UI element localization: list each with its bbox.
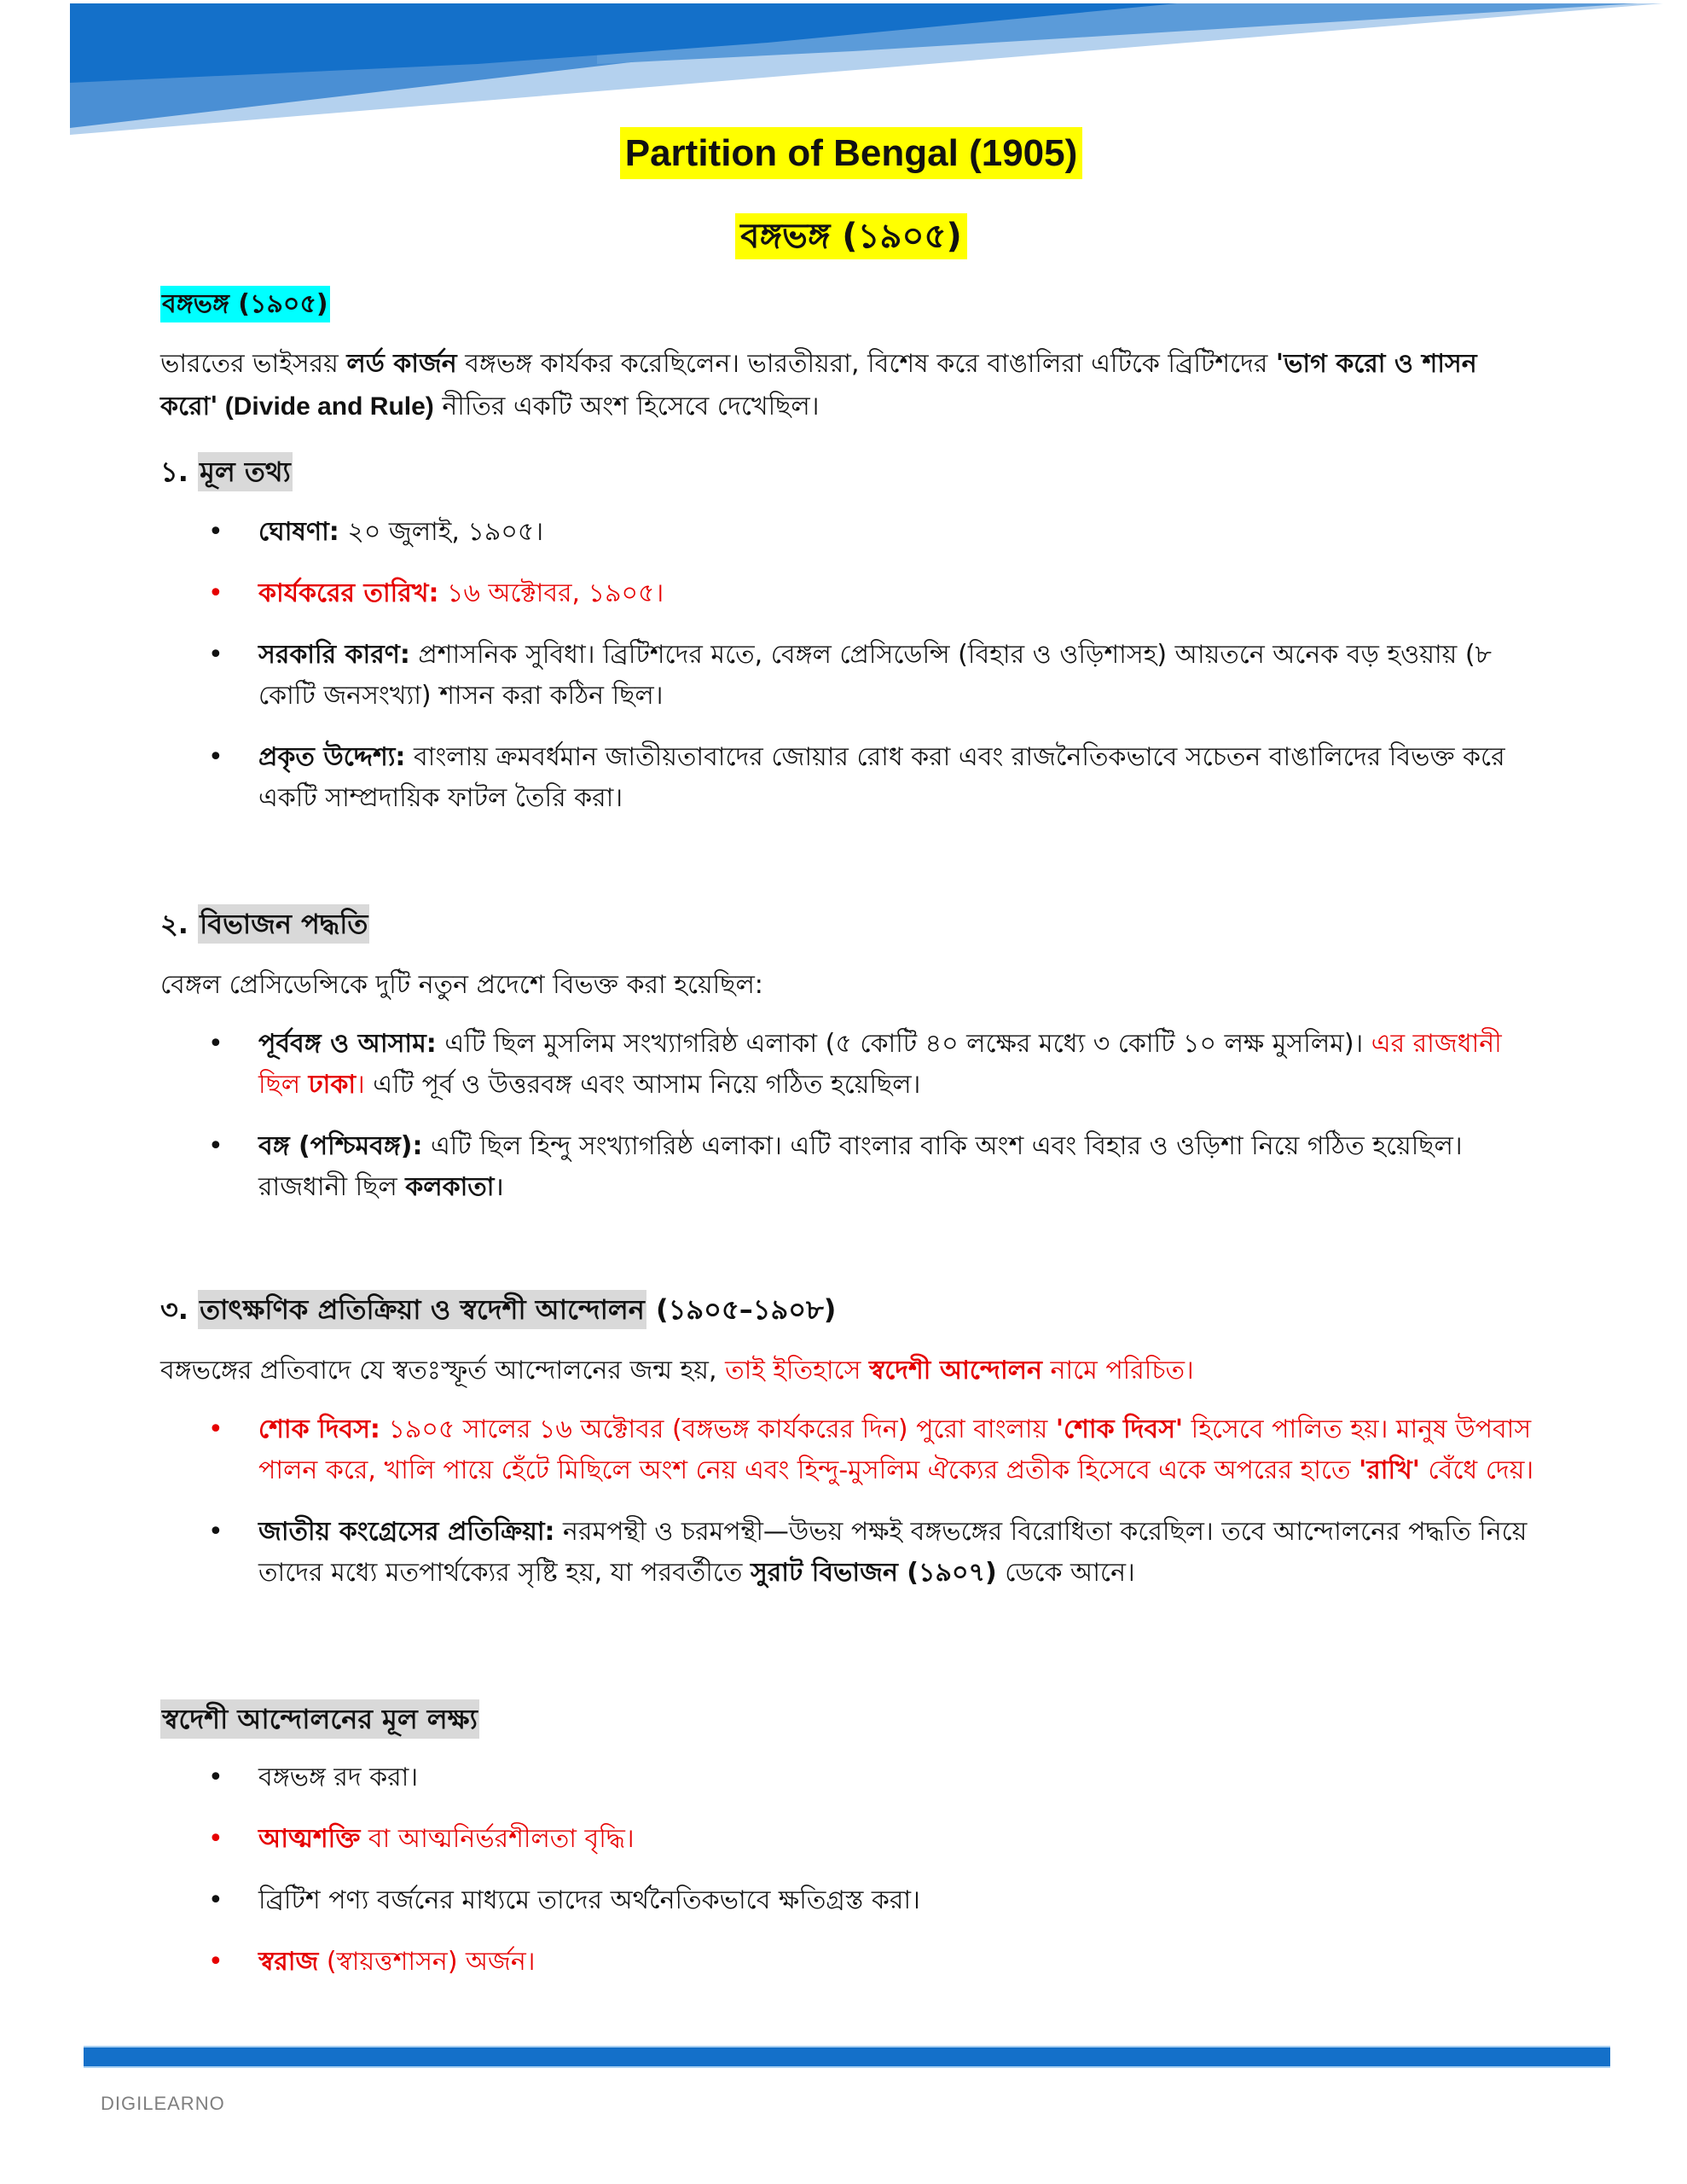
intro-bold-english: (Divide and Rule) bbox=[217, 392, 434, 421]
section-2-list bbox=[160, 1024, 1542, 1228]
bullet-icon: • bbox=[208, 1131, 223, 1161]
goals-title: স্বদেশী আন্দোলনের মূল লক্ষ্য bbox=[160, 1699, 479, 1739]
list-item bbox=[160, 1757, 1542, 1798]
bullet-icon: • bbox=[208, 742, 223, 772]
intro-text: বঙ্গভঙ্গের প্রতিবাদে যে স্বতঃস্ফূর্ত আন্দোলনের জন্ম হয়, bbox=[160, 1356, 726, 1385]
bullet-icon: • bbox=[208, 578, 223, 608]
section-title: তাৎক্ষণিক প্রতিক্রিয়া ও স্বদেশী আন্দোলন bbox=[198, 1290, 646, 1329]
goals-heading bbox=[160, 1698, 1542, 1744]
capital-name: ঢাকা bbox=[308, 1070, 357, 1100]
item-text: । bbox=[494, 1172, 504, 1202]
bullet-icon: • bbox=[208, 640, 223, 670]
item-text: ১৬ অক্টোবর, ১৯০৫। bbox=[438, 578, 664, 608]
list-item bbox=[160, 573, 1542, 614]
item-text: নরমপন্থী ও চরমপন্থী—উভয় পক্ষই বঙ্গভঙ্গের বিরোধিতা করেছিল। তবে আন্দোলনের পদ্ধতি নিয়ে তাদের মধ্যে মতপার্থক্যের সৃষ্টি হয়, যা পরবর্তীতে bbox=[258, 1517, 1528, 1588]
item-label: শোক দিবস: bbox=[258, 1414, 380, 1444]
item-bold: স্বরাজ bbox=[258, 1947, 319, 1977]
section-3-list bbox=[160, 1409, 1542, 1614]
section-title: বিভাজন পদ্ধতি bbox=[198, 904, 369, 944]
subtitle-heading bbox=[160, 283, 1542, 327]
item-bold: সুরাট বিভাজন (১৯০৭) bbox=[750, 1558, 997, 1588]
title-bengali-text: বঙ্গভঙ্গ (১৯০৫) bbox=[735, 213, 967, 259]
section-number: ২. bbox=[160, 908, 199, 940]
section-1-list bbox=[160, 512, 1542, 839]
item-text: ২০ জুলাই, ১৯০৫। bbox=[339, 517, 544, 547]
bullet-icon: • bbox=[208, 1029, 223, 1059]
bullet-icon: • bbox=[208, 1414, 223, 1444]
section-3-heading bbox=[160, 1288, 1542, 1334]
item-label: জাতীয় কংগ্রেসের প্রতিক্রিয়া: bbox=[258, 1517, 555, 1547]
bullet-icon: • bbox=[208, 1763, 223, 1792]
item-text: এটি ছিল হিন্দু সংখ্যাগরিষ্ঠ এলাকা। এটি বাংলার বাকি অংশ এবং বিহার ও ওড়িশা নিয়ে গঠিত হয়েছিল। রাজধানী ছিল bbox=[258, 1131, 1463, 1202]
item-bold: 'শোক দিবস' bbox=[1055, 1414, 1184, 1444]
header-banner bbox=[0, 0, 1687, 145]
bullet-icon: • bbox=[208, 1517, 223, 1547]
list-item bbox=[160, 737, 1542, 819]
bullet-icon: • bbox=[208, 1947, 223, 1977]
section-number: ১. bbox=[160, 456, 199, 488]
bullet-icon: • bbox=[208, 1885, 223, 1915]
list-item bbox=[160, 1409, 1542, 1491]
intro-text: বঙ্গভঙ্গ কার্যকর করেছিলেন। ভারতীয়রা, বিশেষ করে বাঙালিরা এটিকে ব্রিটিশদের bbox=[456, 349, 1276, 379]
title-bengali bbox=[160, 209, 1542, 266]
footer-brand: DIGILEARNO bbox=[101, 2093, 225, 2114]
item-text: ১৯০৫ সালের ১৬ অক্টোবর (বঙ্গভঙ্গ কার্যকরের দিন) পুরো বাংলায় bbox=[380, 1414, 1056, 1444]
intro-red-text: তাই ইতিহাসে bbox=[725, 1356, 869, 1385]
item-text: এটি পূর্ব ও উত্তরবঙ্গ এবং আসাম নিয়ে গঠিত হয়েছিল। bbox=[364, 1070, 921, 1100]
intro-bold-policy: 'ভাগ করো ও শাসন করো' bbox=[160, 349, 1477, 421]
bullet-icon: • bbox=[208, 1824, 223, 1854]
capital-name: কলকাতা bbox=[405, 1172, 495, 1202]
footer-bar bbox=[84, 2046, 1610, 2068]
intro-text: ভারতের ভাইসরয় bbox=[160, 349, 347, 379]
section-2-intro: বেঙ্গল প্রেসিডেন্সিকে দুটি নতুন প্রদেশে বিভক্ত করা হয়েছিল: bbox=[160, 970, 763, 1000]
list-item bbox=[160, 512, 1542, 553]
bullet-icon: • bbox=[208, 517, 223, 547]
intro-red-bold: স্বদেশী আন্দোলন bbox=[868, 1356, 1042, 1385]
item-bold: আত্মশক্তি bbox=[258, 1824, 361, 1854]
list-item bbox=[160, 635, 1542, 717]
capital-text: । bbox=[356, 1070, 365, 1100]
intro-bold-curzon: লর্ড কার্জন bbox=[346, 349, 457, 379]
list-item bbox=[160, 1819, 1542, 1860]
subtitle-text: বঙ্গভঙ্গ (১৯০৫) bbox=[160, 286, 330, 322]
item-text: বেঁধে দেয়। bbox=[1419, 1455, 1534, 1485]
list-item bbox=[160, 1512, 1542, 1594]
item-label: সরকারি কারণ: bbox=[258, 640, 410, 670]
section-number: ৩. bbox=[160, 1293, 199, 1326]
section-3-intro bbox=[160, 1350, 1542, 1392]
title-english-text: Partition of Bengal (1905) bbox=[620, 127, 1083, 179]
item-text: বাংলায় ক্রমবর্ধমান জাতীয়তাবাদের জোয়ার রোধ করা এবং রাজনৈতিকভাবে সচেতন বাঙালিদের বিভক্ত করে একটি সাম্প্রদায়িক ফাটল তৈরি করা। bbox=[258, 742, 1505, 813]
list-item bbox=[160, 1024, 1542, 1106]
goals-list bbox=[160, 1757, 1542, 2003]
item-label: ঘোষণা: bbox=[258, 517, 339, 547]
item-text: বঙ্গভঙ্গ রদ করা। bbox=[258, 1763, 419, 1792]
title-english bbox=[160, 132, 1542, 175]
capital-text: এর রাজধানী ছিল bbox=[258, 1029, 1502, 1100]
section-1-heading bbox=[160, 450, 1542, 497]
intro-paragraph bbox=[160, 343, 1542, 428]
section-title: মূল তথ্য bbox=[198, 452, 293, 491]
list-item bbox=[160, 1880, 1542, 1921]
intro-text: নীতির একটি অংশ হিসেবে দেখেছিল। bbox=[433, 392, 820, 421]
section-title-years: (১৯০৫–১৯০৮) bbox=[646, 1293, 837, 1326]
list-item bbox=[160, 1126, 1542, 1208]
item-text: প্রশাসনিক সুবিধা। ব্রিটিশদের মতে, বেঙ্গল প্রেসিডেন্সি (বিহার ও ওড়িশাসহ) আয়তনে অনেক বড় হওয়ায় (৮ কোটি জনসংখ্যা) শাসন করা কঠিন ছিল। bbox=[258, 640, 1493, 711]
item-bold: 'রাখি' bbox=[1359, 1455, 1420, 1485]
item-text: বা আত্মনির্ভরশীলতা বৃদ্ধি। bbox=[360, 1824, 635, 1854]
item-label: প্রকৃত উদ্দেশ্য: bbox=[258, 742, 406, 772]
item-text: (স্বায়ত্তশাসন) অর্জন। bbox=[318, 1947, 536, 1977]
item-text: হিসেবে পালিত হয়। মানুষ উপবাস পালন করে, খালি পায়ে হেঁটে মিছিলে অংশ নেয় এবং হিন্দু-মুসলিম ঐক্যের প্রতীক হিসেবে একে অপরের হাতে bbox=[258, 1414, 1532, 1485]
item-text: ডেকে আনে। bbox=[996, 1558, 1135, 1588]
item-text: ব্রিটিশ পণ্য বর্জনের মাধ্যমে তাদের অর্থনৈতিকভাবে ক্ষতিগ্রস্ত করা। bbox=[258, 1885, 920, 1915]
intro-red-text: নামে পরিচিত। bbox=[1041, 1356, 1194, 1385]
item-label: পূর্ববঙ্গ ও আসাম: bbox=[258, 1029, 437, 1059]
item-label: কার্যকরের তারিখ: bbox=[258, 578, 439, 608]
item-label: বঙ্গ (পশ্চিমবঙ্গ): bbox=[258, 1131, 423, 1161]
list-item bbox=[160, 1942, 1542, 1983]
item-text: এটি ছিল মুসলিম সংখ্যাগরিষ্ঠ এলাকা (৫ কোটি ৪০ লক্ষের মধ্যে ৩ কোটি ১০ লক্ষ মুসলিম)। bbox=[436, 1029, 1371, 1059]
section-2-heading bbox=[160, 903, 1542, 949]
